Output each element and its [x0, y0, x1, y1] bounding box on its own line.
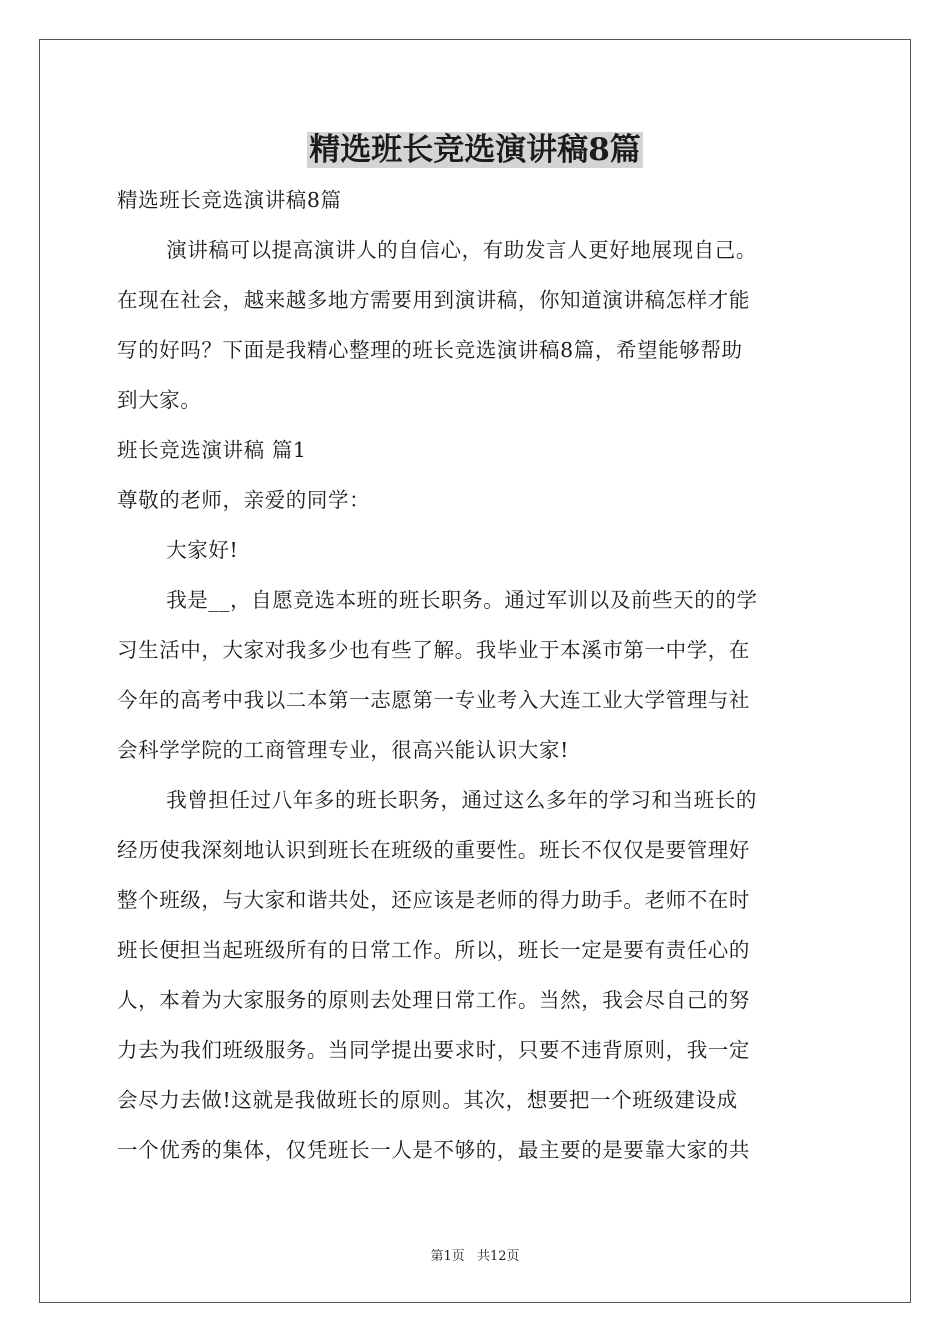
body-line: 尊敬的老师，亲爱的同学： — [117, 488, 371, 512]
body-line: 到大家。 — [117, 388, 202, 412]
body-line: 班长便担当起班级所有的日常工作。所以，班长一定是要有责任心的 — [117, 938, 750, 962]
body-line: 在现在社会，越来越多地方需要用到演讲稿，你知道演讲稿怎样才能 — [117, 288, 750, 312]
body-line: 一个优秀的集体，仅凭班长一人是不够的，最主要的是要靠大家的共 — [117, 1138, 750, 1162]
body-line: 我是__，自愿竞选本班的班长职务。通过军训以及前些天的的学 — [166, 588, 758, 612]
body-line: 会尽力去做!这就是我做班长的原则。其次，想要把一个班级建设成 — [117, 1088, 738, 1112]
page-total: 共12页 — [476, 1249, 520, 1264]
body-line: 会科学学院的工商管理专业，很高兴能认识大家! — [117, 738, 569, 762]
body-line: 精选班长竞选演讲稿8篇 — [117, 188, 342, 212]
body-line: 习生活中，大家对我多少也有些了解。我毕业于本溪市第一中学，在 — [117, 638, 750, 662]
body-line: 今年的高考中我以二本第一志愿第一专业考入大连工业大学管理与社 — [117, 688, 750, 712]
body-line: 班长竞选演讲稿 篇1 — [117, 438, 307, 462]
page-footer — [0, 1248, 950, 1266]
body-line: 人，本着为大家服务的原则去处理日常工作。当然，我会尽自己的努 — [117, 988, 750, 1012]
body-line: 经历使我深刻地认识到班长在班级的重要性。班长不仅仅是要管理好 — [117, 838, 750, 862]
body-line: 整个班级，与大家和谐共处，还应该是老师的得力助手。老师不在时 — [117, 888, 750, 912]
body-line: 大家好! — [166, 538, 239, 562]
document-title — [0, 126, 950, 174]
page-number: 第1页 — [430, 1249, 465, 1264]
document-title-text: 精选班长竞选演讲稿8篇 — [309, 132, 641, 168]
body-line: 我曾担任过八年多的班长职务，通过这么多年的学习和当班长的 — [166, 788, 757, 812]
document-body — [117, 175, 833, 1175]
body-line: 演讲稿可以提高演讲人的自信心，有助发言人更好地展现自己。 — [166, 238, 757, 262]
body-line: 力去为我们班级服务。当同学提出要求时，只要不违背原则，我一定 — [117, 1038, 750, 1062]
body-line: 写的好吗？下面是我精心整理的班长竞选演讲稿8篇，希望能够帮助 — [117, 338, 743, 362]
